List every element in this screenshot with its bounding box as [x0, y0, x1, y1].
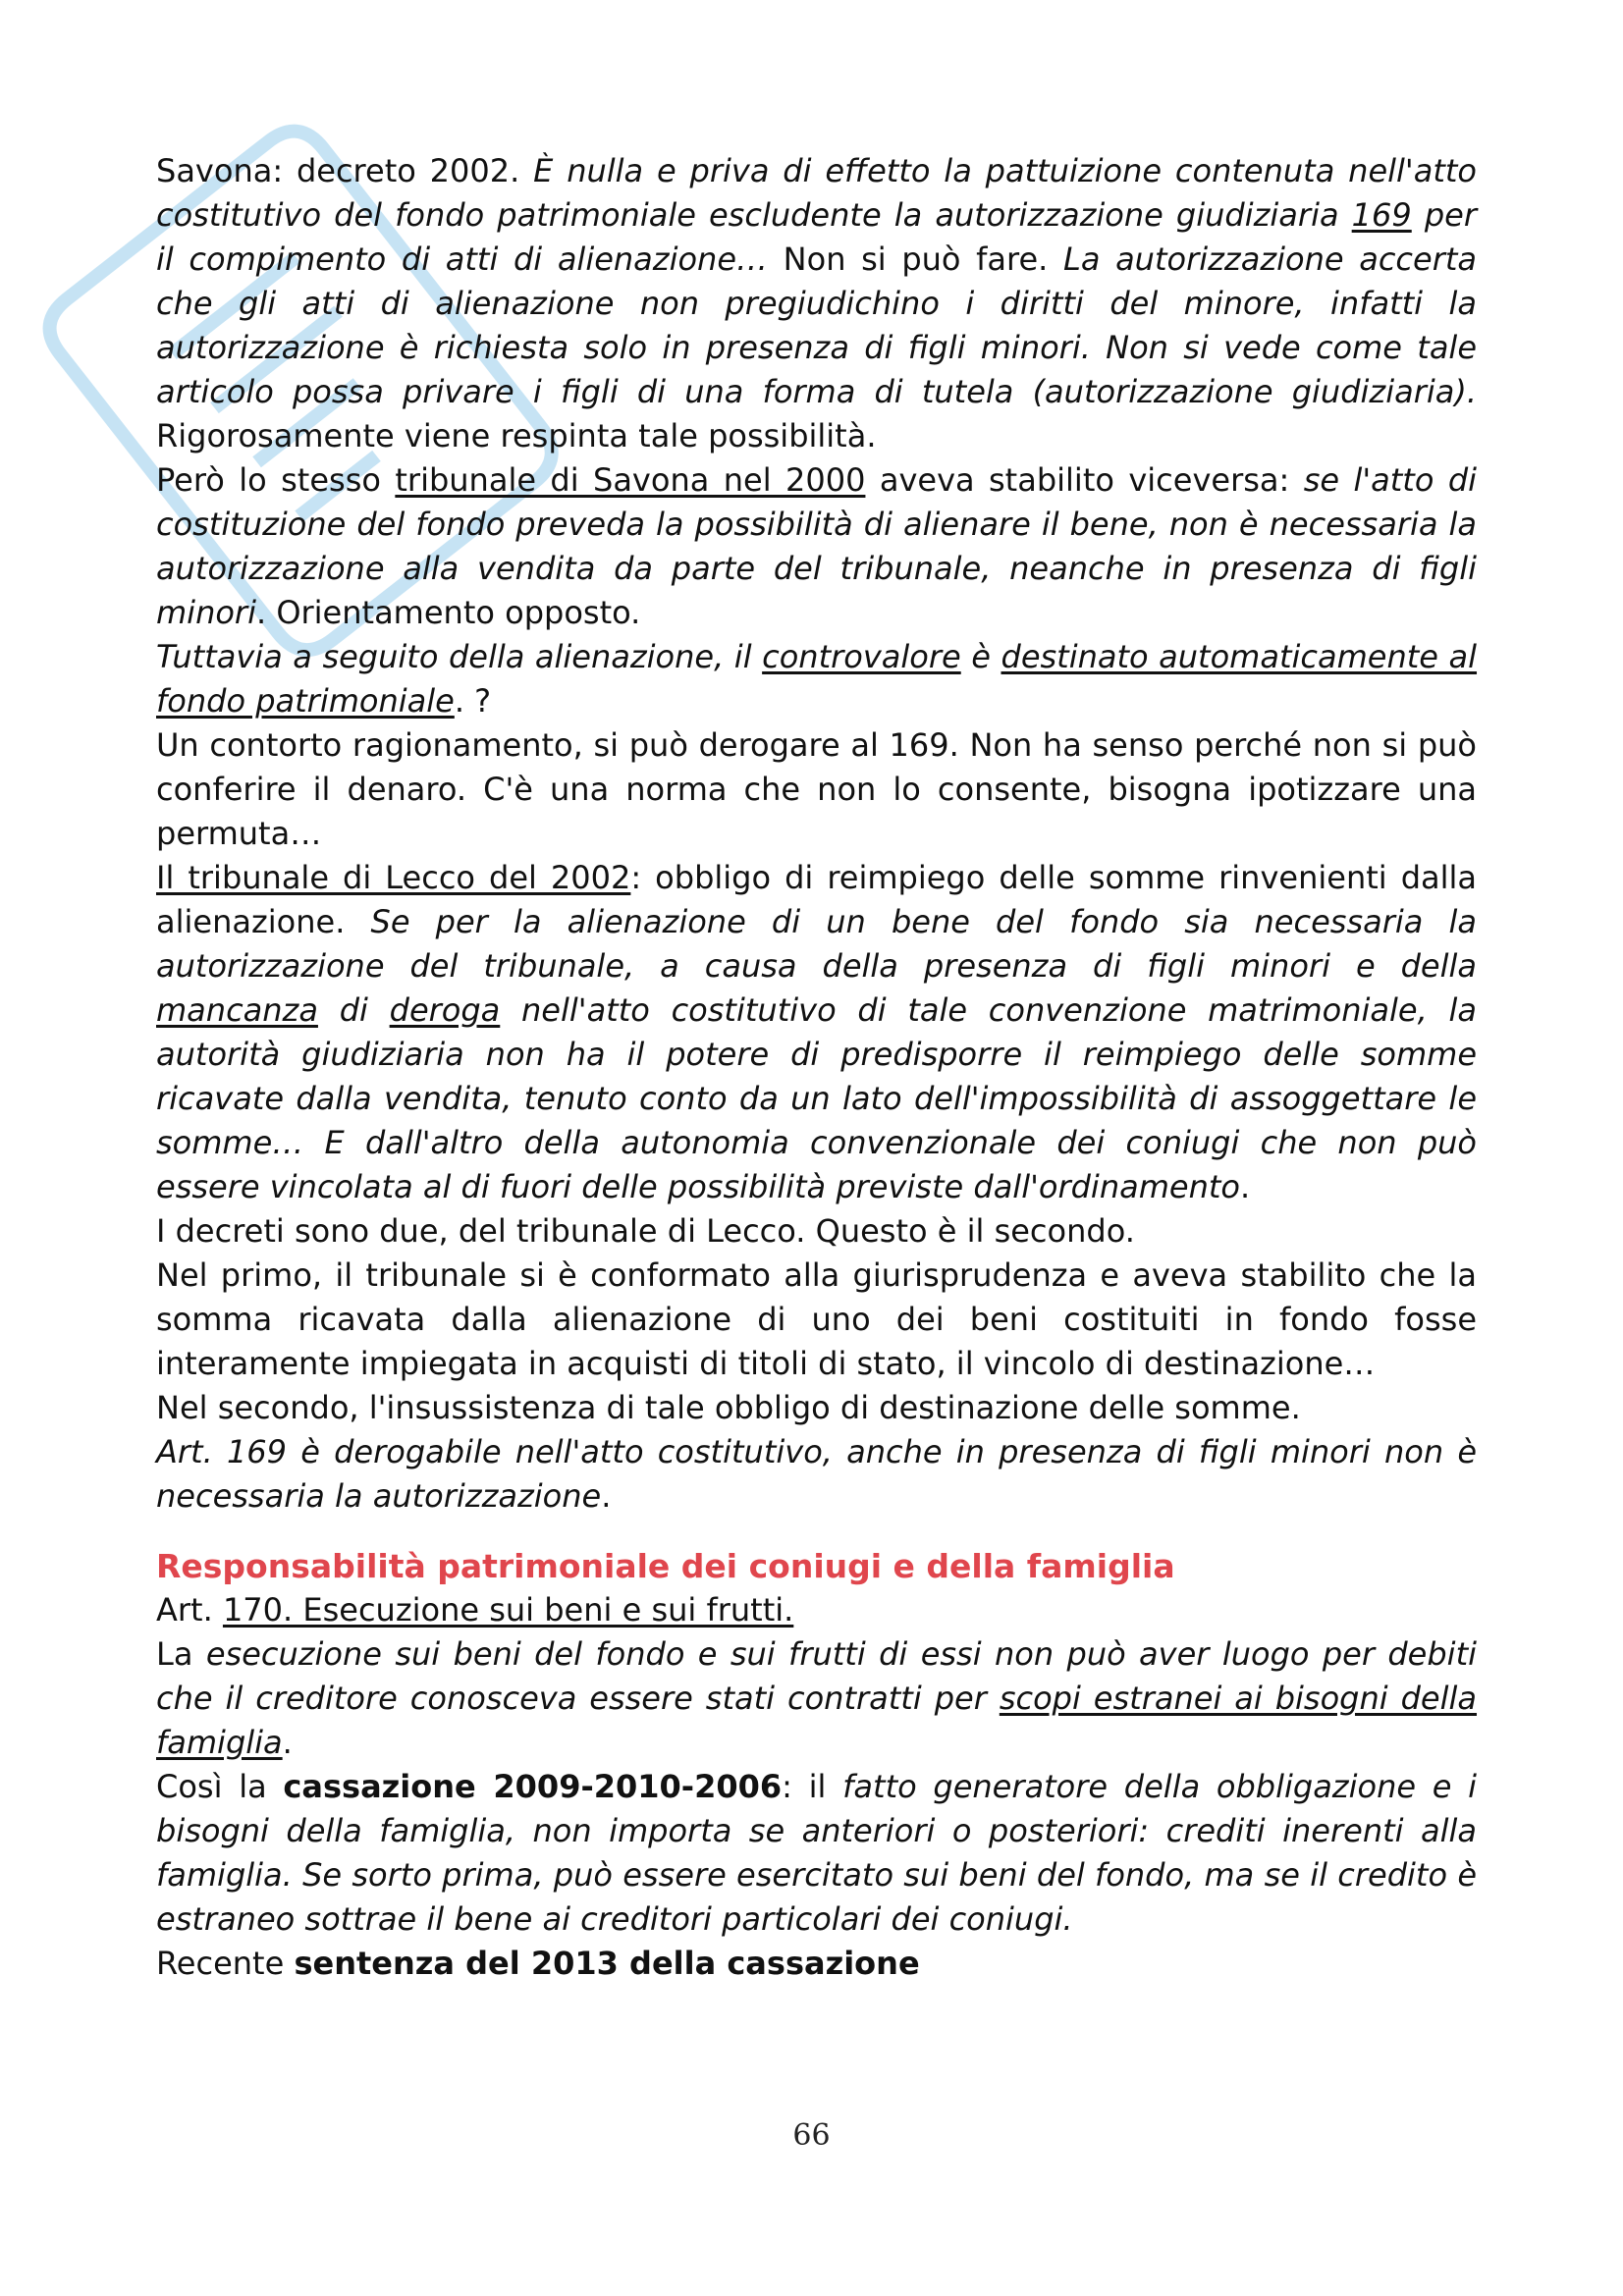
text-run: . Orientamento opposto.	[255, 594, 641, 631]
text-run: aveva stabilito viceversa:	[865, 461, 1304, 499]
paragraph	[156, 1765, 1477, 1942]
text-run: È nulla e priva di effetto la pattuizione contenuta nell'atto costitutivo del fondo patrimoniale escludente la autorizzazione giudiziaria	[156, 152, 1478, 234]
text-run: se l'atto di costituzione del fondo preveda la possibilità di alienare il bene, non è necessaria la autorizzazione alla vendita da parte del tribunale, neanche in presenza di figli minori	[156, 461, 1478, 631]
paragraph	[156, 1209, 1477, 1254]
paragraph	[156, 1386, 1477, 1430]
text-run: sentenza del 2013 della cassazione	[294, 1945, 920, 1982]
text-block-2	[156, 1588, 1477, 1986]
text-run: Art. 169 è derogabile nell'atto costitutivo, anche in presenza di figli minori non è necessaria la autorizzazione	[156, 1433, 1477, 1515]
text-run: La autorizzazione accerta che gli atti di alienazione non pregiudichino i diritti del minore, infatti la autorizzazione è richiesta solo in presenza di figli minori. Non si vede come tale articolo possa privare i figli di una forma di tutela (autorizzazione giudiziaria).	[156, 240, 1478, 410]
text-run: .	[601, 1477, 612, 1515]
paragraph	[156, 635, 1477, 723]
paragraph	[156, 458, 1477, 635]
text-run: Però lo stesso	[156, 461, 396, 499]
paragraph	[156, 1254, 1477, 1386]
text-run: Nel primo, il tribunale si è conformato alla giurisprudenza e aveva stabilito che la somma ricavata dalla alienazione di uno dei beni costituiti in fondo fosse interamente impiegata in acquisti di titoli di stato, il vincolo di destinazione…	[156, 1256, 1477, 1382]
text-run: . ?	[454, 682, 492, 720]
text-run: nell'atto costitutivo di tale convenzione matrimoniale, la autorità giudiziaria non ha il potere di predisporre il reimpiego delle somme ricavate dalla vendita, tenuto conto da un lato dell'impossibilità di assoggettare le somme… E dall'altro della autonomia convenzionale dei coniugi che non può essere vincolata al di fuori delle possibilità previste dall'ordinamento	[156, 991, 1477, 1205]
text-run: fatto generatore della obbligazione e i bisogni della famiglia, non importa se anteriori o posteriori: crediti inerenti alla famiglia. Se sorto prima, può essere esercitato sui beni del fondo, ma se il credito è estraneo sottrae il bene ai creditori particolari dei coniugi.	[156, 1768, 1478, 1938]
text-run: Rigorosamente viene respinta tale possibilità.	[156, 417, 877, 454]
text-run: Non si può fare.	[768, 240, 1063, 278]
text-run: destinato automaticamente al fondo patrimoniale	[156, 638, 1478, 720]
text-run: .	[282, 1724, 293, 1761]
text-run: 170. Esecuzione sui beni e sui frutti.	[222, 1591, 794, 1629]
text-run: Savona: decreto 2002.	[156, 152, 534, 189]
paragraph	[156, 1430, 1477, 1519]
text-run: deroga	[389, 991, 501, 1029]
paragraph	[156, 1942, 1477, 1986]
text-run: : obbligo di reimpiego delle somme rinvenienti dalla alienazione.	[156, 859, 1478, 940]
document-body	[156, 149, 1477, 1986]
text-run: 169	[1351, 196, 1412, 234]
text-run: tribunale di Savona nel 2000	[395, 461, 866, 499]
paragraph	[156, 1632, 1477, 1765]
text-run: scopi estranei ai bisogni della famiglia	[156, 1680, 1478, 1761]
text-block-1	[156, 149, 1477, 1519]
text-run: .	[1239, 1168, 1251, 1205]
text-run: La	[156, 1635, 206, 1673]
text-run: Art.	[156, 1591, 223, 1629]
text-run: per il compimento di atti di alienazione…	[156, 196, 1478, 278]
text-run: mancanza	[156, 991, 318, 1029]
text-run: I decreti sono due, del tribunale di Lecco. Questo è il secondo.	[156, 1212, 1135, 1250]
text-run: di	[317, 991, 390, 1029]
page-number: 66	[792, 2118, 831, 2153]
text-run: esecuzione sui beni del fondo e sui frutti di essi non può aver luogo per debiti che il creditore conosceva essere stati contratti per	[156, 1635, 1477, 1717]
text-run: Così la	[156, 1768, 284, 1805]
text-run: Un contorto ragionamento, si può derogare al 169. Non ha senso perché non si può conferire il denaro. C'è una norma che non lo consente, bisogna ipotizzare una permuta…	[156, 726, 1477, 852]
text-run: cassazione 2009-2010-2006	[283, 1768, 783, 1805]
text-run: è	[960, 638, 1001, 675]
paragraph	[156, 1588, 1477, 1632]
text-run: Nel secondo, l'insussistenza di tale obbligo di destinazione delle somme.	[156, 1389, 1301, 1426]
text-run: Se per la alienazione di un bene del fondo sia necessaria la autorizzazione del tribunale, a causa della presenza di figli minori e della	[156, 903, 1478, 985]
paragraph	[156, 856, 1477, 1209]
text-run: Recente	[156, 1945, 295, 1982]
text-run: controvalore	[762, 638, 961, 675]
paragraph	[156, 149, 1477, 458]
text-run: : il	[782, 1768, 843, 1805]
text-run: Il tribunale di Lecco del 2002	[156, 859, 631, 896]
paragraph	[156, 723, 1477, 856]
section-heading: Responsabilità patrimoniale dei coniugi e della famiglia	[156, 1547, 1175, 1585]
text-run: Tuttavia a seguito della alienazione, il	[156, 638, 763, 675]
